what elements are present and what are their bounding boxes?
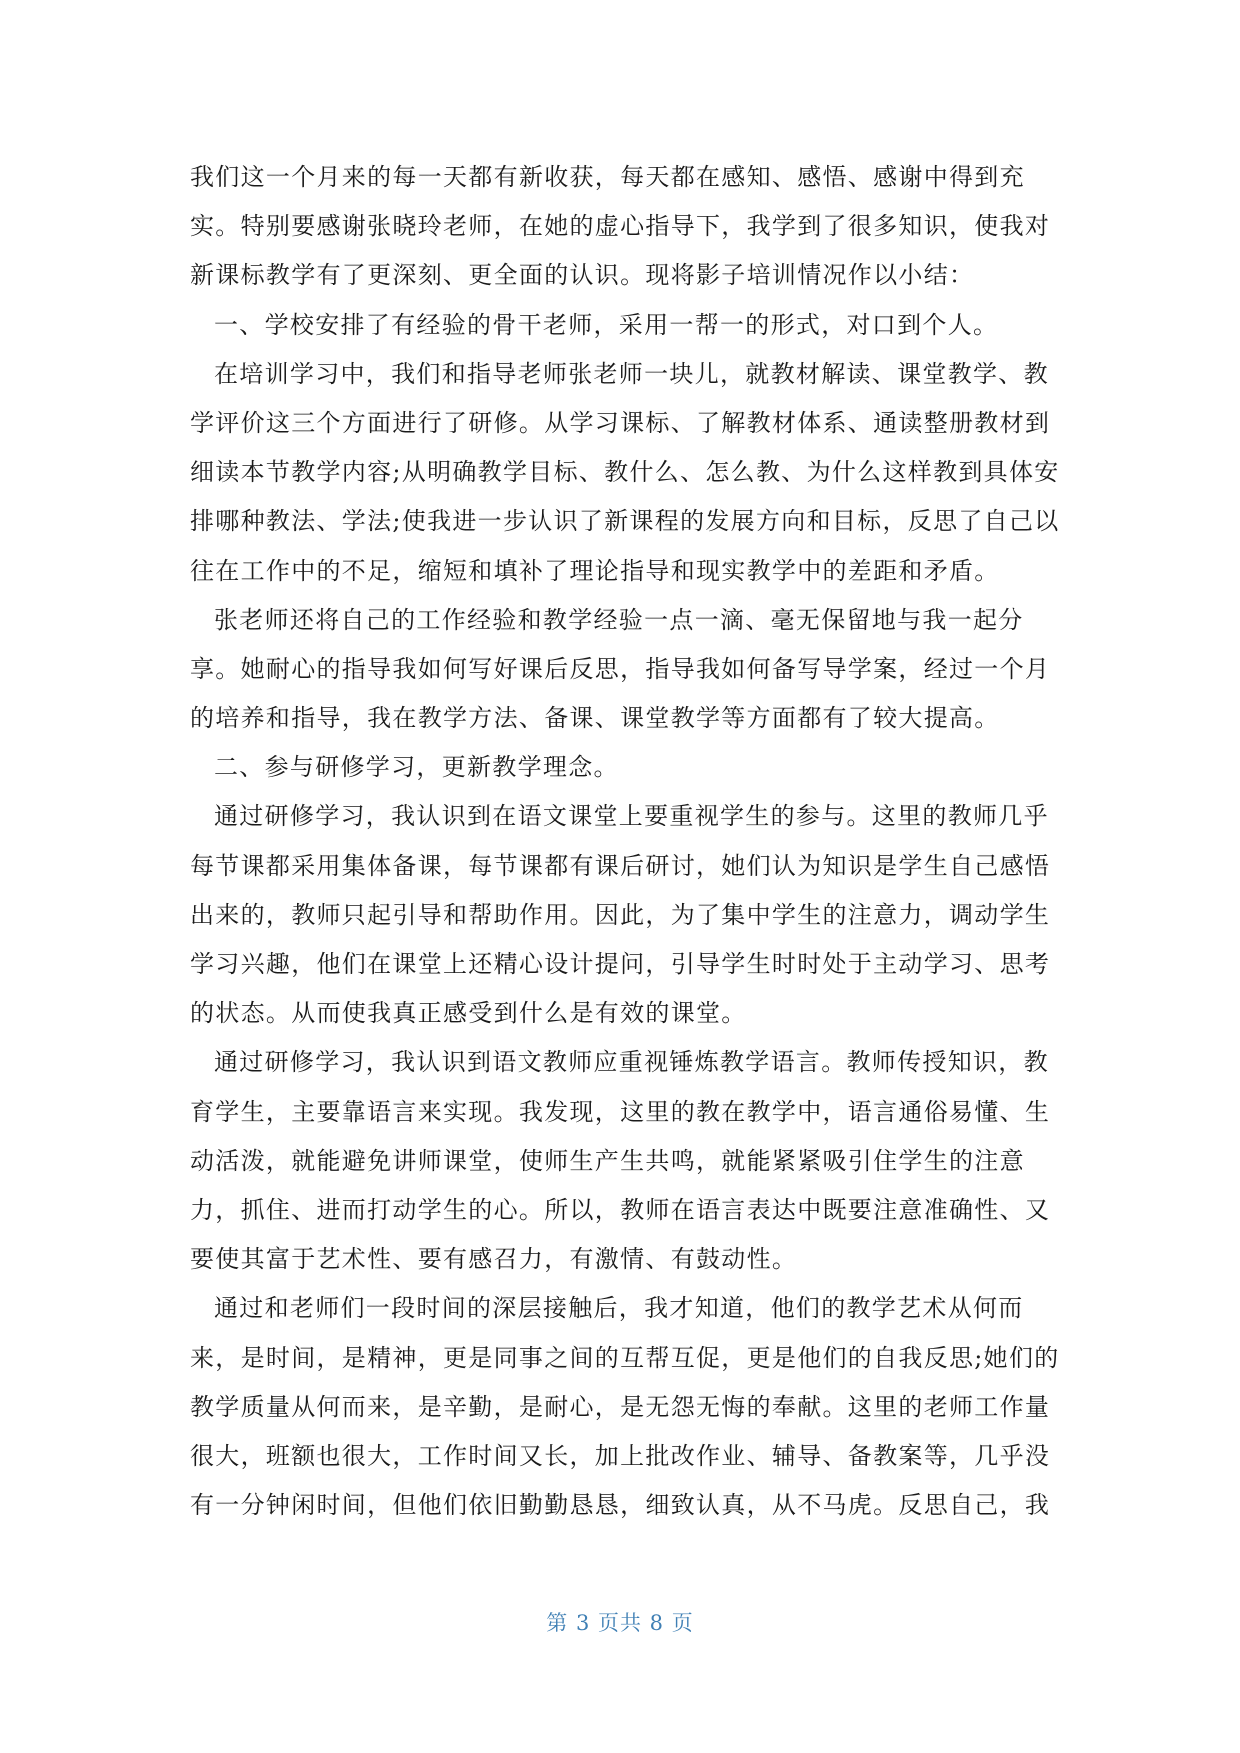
text-line: 来，是时间，是精神，更是同事之间的互帮互促，更是他们的自我反思;她们的 xyxy=(190,1343,1060,1372)
text-line: 我们这一个月来的每一天都有新收获，每天都在感知、感悟、感谢中得到充 xyxy=(190,163,1025,191)
text-line: 一、学校安排了有经验的骨干老师，采用一帮一的形式，对口到个人。 xyxy=(214,310,999,339)
page-number: 第 3 页共 8 页 xyxy=(546,1611,694,1635)
text-line: 学评价这三个方面进行了研修。从学习课标、了解教材体系、通读整册教材到 xyxy=(190,408,1051,437)
text-line: 通过研修学习，我认识到语文教师应重视锤炼教学语言。教师传授知识，教 xyxy=(214,1048,1049,1077)
text-line: 实。特别要感谢张晓玲老师，在她的虚心指导下，我学到了很多知识，使我对 xyxy=(190,212,1051,241)
text-line: 每节课都采用集体备课，每节课都有课后研讨，她们认为知识是学生自己感悟 xyxy=(190,851,1051,880)
text-line: 力，抓住、进而打动学生的心。所以，教师在语言表达中既要注意准确性、又 xyxy=(190,1195,1051,1224)
text-line: 通过和老师们一段时间的深层接触后，我才知道，他们的教学艺术从何而 xyxy=(214,1294,1024,1323)
text-line: 有一分钟闲时间，但他们依旧勤勤恳恳，细致认真，从不马虎。反思自己，我 xyxy=(190,1491,1051,1520)
text-line: 排哪种教法、学法;使我进一步认识了新课程的发展方向和目标，反思了自己以 xyxy=(190,507,1060,536)
text-line: 要使其富于艺术性、要有感召力，有激情、有鼓动性。 xyxy=(190,1245,798,1274)
text-line: 二、参与研修学习，更新教学理念。 xyxy=(214,753,619,782)
text-line: 的状态。从而使我真正感受到什么是有效的课堂。 xyxy=(190,999,747,1028)
text-line: 新课标教学有了更深刻、更全面的认识。现将影子培训情况作以小结： xyxy=(190,261,975,290)
text-line: 的培养和指导，我在教学方法、备课、课堂教学等方面都有了较大提高。 xyxy=(190,704,1000,733)
text-line: 细读本节教学内容;从明确教学目标、教什么、怎么教、为什么这样教到具体安 xyxy=(190,458,1060,487)
text-line: 通过研修学习，我认识到在语文课堂上要重视学生的参与。这里的教师几乎 xyxy=(214,802,1049,831)
text-line: 教学质量从何而来，是辛勤，是耐心，是无怨无悔的奉献。这里的老师工作量 xyxy=(190,1392,1051,1421)
text-line: 出来的，教师只起引导和帮助作用。因此，为了集中学生的注意力，调动学生 xyxy=(190,900,1051,929)
text-line: 很大，班额也很大，工作时间又长，加上批改作业、辅导、备教案等，几乎没 xyxy=(190,1441,1051,1470)
text-line: 张老师还将自己的工作经验和教学经验一点一滴、毫无保留地与我一起分 xyxy=(214,605,1024,634)
text-line: 动活泼，就能避免讲师课堂，使师生产生共鸣，就能紧紧吸引住学生的注意 xyxy=(190,1146,1025,1175)
text-line: 学习兴趣，他们在课堂上还精心设计提问，引导学生时时处于主动学习、思考 xyxy=(190,950,1051,978)
text-line: 往在工作中的不足，缩短和填补了理论指导和现实教学中的差距和矛盾。 xyxy=(190,556,1000,585)
text-line: 在培训学习中，我们和指导老师张老师一块儿，就教材解读、课堂教学、教 xyxy=(214,359,1049,388)
body-text xyxy=(190,153,1060,1530)
text-line: 享。她耐心的指导我如何写好课后反思，指导我如何备写导学案，经过一个月 xyxy=(190,654,1051,683)
text-line: 育学生，主要靠语言来实现。我发现，这里的教在教学中，语言通俗易懂、生 xyxy=(190,1097,1051,1126)
